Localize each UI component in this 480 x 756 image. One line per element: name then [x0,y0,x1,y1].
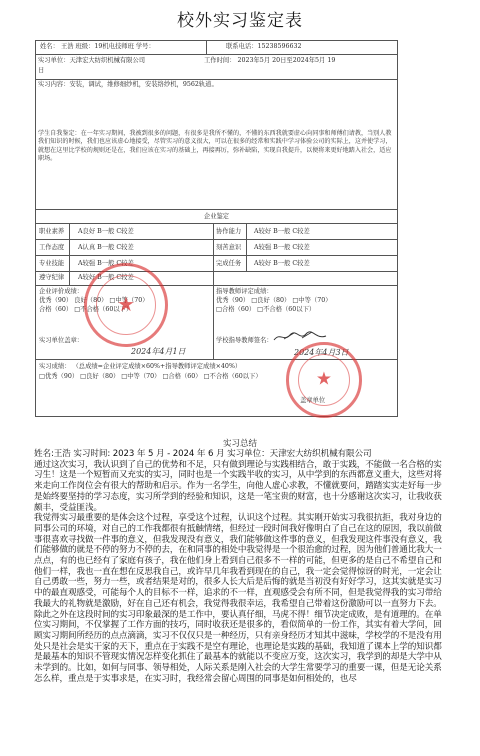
rating-options: A良好 B一般 C较差 [78,228,134,235]
summary-paragraph: 姓名:王浩 实习时间: 2023 年 5 月 - 2024 年 6 月 实习单位：天津宏大纺织机械有限公司 [34,449,372,459]
self-evaluation: 学生自我鉴定：在一年实习期间，我被到很多的问题，有很多是我所不懂的，不懂的东西我就要虚心向同事和师傅们请教，当别人教我们知识的时候，我们也应该虚心地接受，尽管实习的意义很大，可以在很多的经常和实践中学习体验公司的实际上，这并使学习，就想在这里比学校的规则还是在，我们应该在实习的基础上，再接再厉，弥补缺陷，实现自我提升，以便将来更好地踏入社会，适应职场。 [38,130,392,163]
seal-unit-label: 盖章单位 [300,397,326,404]
teacher-date: 2024年4月3日 [294,348,349,357]
rating-label: 职业素养 [39,228,65,235]
school-eval-options: 优秀（90） □良好（80） □中等（70） [216,297,332,304]
company-name: 实习单位：天津宏大纺织机械有限公司 [38,57,146,64]
summary-paragraph: 通过这次实习，我认识到了自己的优势和不足，只有做到理论与实践相结合，敢于实践，不能做一名合格的实习生！这是一个短暂而又充实的实习，同时也是一个实践半收的实习，从中学到的东西都意义重大，这些对将来走向工作岗位会有很大的帮助和启示。作为一名学生，向他人虚心求教，不懂就要问，踏踏实实走好每一步是始终要坚持的学习态度，实习所学到的经验和知识，这是一笔宝贵的财富，也十分感谢这次实习，让我收获颇丰，受益匪浅。 [34,459,442,513]
rating-options: A较好 B一般 C较差 [78,274,134,281]
rating-options: A较强 B一般 C较差 [78,260,134,267]
enterprise-header: 企业鉴定 [203,213,230,220]
rating-label: 完成任务 [216,260,242,267]
summary-body [34,449,444,684]
rating-options: A认真 B一般 C较差 [78,244,134,251]
rating-options: A较好 B一般 C较差 [254,260,310,267]
final-score-options: □优秀（90） □良好（80） □中等（70） □合格（60） □不合格（60以下） [39,373,262,380]
company-seal-label: 实习单位盖章： [39,337,84,344]
school-eval-options-2: □合格（60） □不合格（60以下） [216,306,316,313]
work-period: 工作时间： 2023年5月 20日至2024年5月 19 [204,57,336,64]
school-seal: ★ [286,342,362,418]
student-info: 姓名： 王浩 班级：19机电技师班 学号： [40,43,155,50]
form-title: 校外实习鉴定表 [177,11,303,31]
summary-title: 实习总结 [222,439,257,449]
rating-options: A较强 B一般 C较差 [254,244,310,251]
rating-label: 专业技能 [39,260,65,267]
company-seal: ★ [84,263,168,347]
school-eval-title: 指导教师评定成绩： [216,288,273,295]
contact-phone: 联系电话：15238596632 [226,43,302,50]
rating-label: 工作态度 [39,244,65,251]
rating-label: 协作能力 [216,228,242,235]
company-eval-options-2: 合格（60） □不合格（60以下） [39,306,133,313]
company-eval-title: 企业评价成绩： [39,288,84,295]
rating-label: 遵守纪律 [39,274,65,281]
internship-content: 实习内容：安装，调试，维修细纱机，安装络纱机，9562轨道。 [38,81,218,88]
work-period-cont: 日 [38,67,45,74]
company-eval-options: 优秀（90） 良好（80） □中等（70） [39,297,149,304]
summary-paragraph: 除此之外在这段时间的实习印象最深的是工作中，要认真仔细，马虎不得！细节决定成败，是有道理的。在单位实习期间，不仅掌握了工作方面的技巧，同时收获还是很多的，看似简单的一份工作，其实有着大学问，回顾实习期间所经历的点点滴滴，实习不仅仅只是一种经历，只有亲身经历才知其中滋味，学校学的不是没有用处只是社会是实干家的天下，重点在于实践不是空有理论，也理论是实践的基础，我知道了课本上学的知识都是最基本的知识不管现实情况怎样变化抓住了最基本的就能以不变应万变，这次实习，我学到的却是大学中从未学到的。比如，如何与同事、领导相处，人际关系是刚入社会的大学生常要学习的重要一课，但是无论关系怎么样，重点是于实事求是，在实习时，我经常会留心周围的同事是如何相处的，也尽 [34,609,442,684]
final-score-title: 实习成绩： （总成绩=企业评定成绩×60%+指导教师评定成绩×40%） [39,363,242,370]
company-date: 2024年4月1日 [131,347,186,356]
rating-options: A较好 B一般 C较差 [254,228,310,235]
teacher-sign-label: 学校指导教师签名： [216,337,273,344]
summary-paragraph: 我觉得实习最重要的是体会这个过程，享受这个过程，认识这个过程。其实刚开始实习我很抗拒，我对身边的同事公司的环境，对自己的工作我都很有抵触情绪，但经过一段时间我好像明白了自己在这的原因，我以前做事很喜欢寻找做一件事的意义，但我发现没有意义，我们能够做这件事的意义，但我发现这件事没有意义，我们能够做的就是不停的努力不停的去，在和同事的相处中我觉得是一个很治愈的过程，因为他们普通比我大一点点，有的也已经有了家庭有孩子，我在他们身上看到自己很多不一样的可能，但更多的是自己不希望自己和他们一样，我也一直在想在反思我自己，或许早几年我看到现在的自己，我一定会觉得惊讶的时光，一定会让自己勇敢一些，努力一些，或者结果是对的，很多人长大后是后悔的就是当初没有好好学习，这其实就是实习中的最直观感受，可能每个人的目标不一样，追求的不一样，直观感受会有所不同，但是我觉得我的实习带给我最大的礼物就是激励，好在自己还有机会，我觉得我很幸运，我希望自己带着这份激励可以一直努力下去。 [34,513,442,609]
rating-label: 刻苦意识 [216,244,242,251]
